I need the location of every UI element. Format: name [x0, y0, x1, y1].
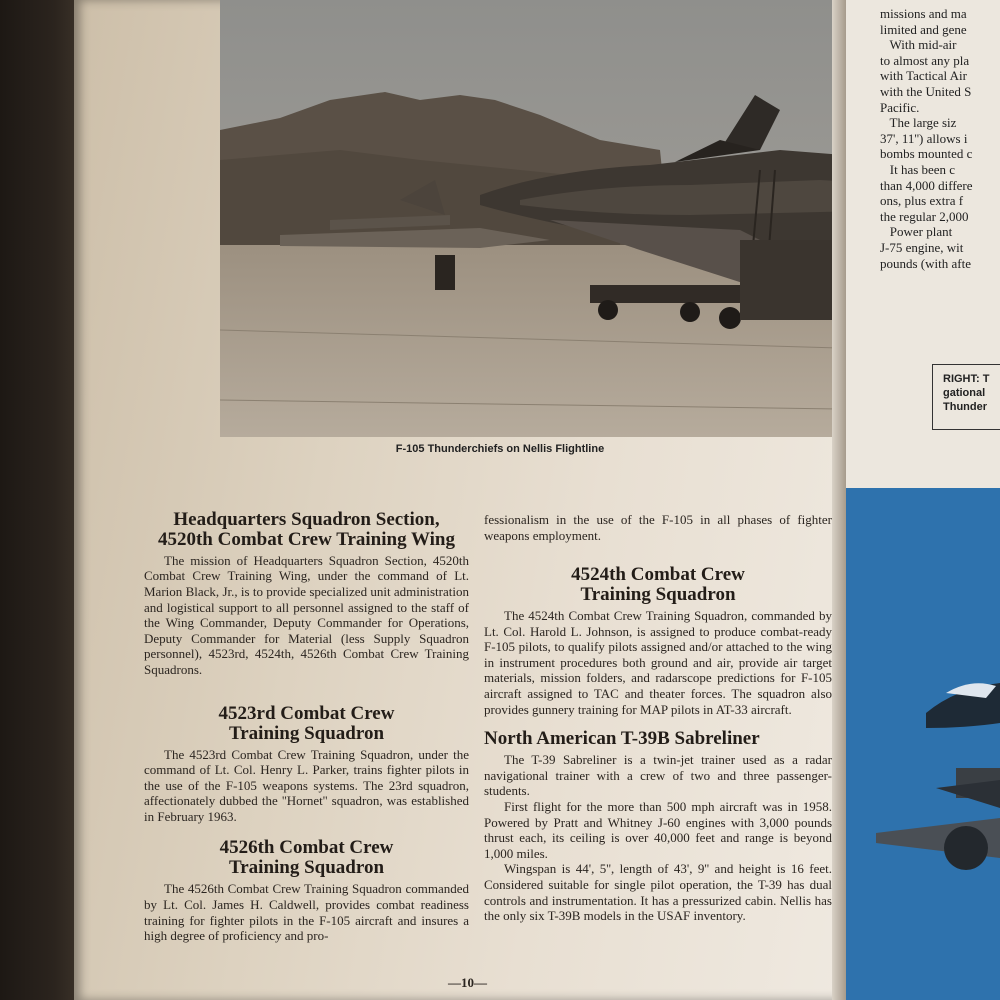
s4526-title-line2: Training Squadron	[228, 857, 385, 879]
right-page-line: the regular 2,000	[880, 208, 969, 224]
continued-text: fessionalism in the use of the F-105 in all phases of fighter weapons employment.	[484, 512, 832, 543]
right-page-line: with the United S	[880, 83, 972, 99]
right-page-line: Pacific.	[880, 99, 920, 115]
t39-para3: Wingspan is 44', 5'', length of 43', 9'' and height is 16 feet. Considered suitable for single pilot operation, the T-39 has dual controls and instrumentation. It has a pressurized cabin. Nellis has the only six T-39B models in the USAF inventory.	[484, 861, 832, 924]
right-page-line: limited and gene	[880, 21, 967, 37]
s4524-title-line2: Training Squadron	[580, 584, 736, 606]
hq-title-line1: Headquarters Squadron Section,	[173, 509, 440, 530]
page-number: —10—	[448, 975, 487, 990]
hq-body: The mission of Headquarters Squadron Section, 4520th Combat Crew Training Wing, under the command of Lt. Marion Black, Jr., is to provide specialized unit administration and logistical support to all personnel assigned to the staff of the Wing Commander, Deputy Commander for Operations, Deputy Commander for Material (less Supply Squadron personnel), 4523rd, 4524th, 4526th Combat Crew Training Squadrons.	[144, 552, 469, 678]
right-page-line: The large siz	[880, 115, 957, 131]
page-edge	[832, 0, 846, 1000]
left-page	[74, 0, 844, 1000]
t39-title: North American T-39B Sabreliner	[484, 728, 760, 750]
s4524-body: The 4524th Combat Crew Training Squadron, commanded by Lt. Col. Harold L. Johnson, is assigned to produce combat-ready F-105 pilots, to qualify pilots assigned and/or attached to the wing in instrument procedures both ground and air, provide air target materials, mission folders, and radarscope predictions for F-105 aircraft assigned to TAC and theater forces. The squadron also provides gunnery training for MAP pilots in AT-33 aircraft.	[484, 608, 832, 717]
right-caption-box	[932, 364, 1000, 430]
right-page-line: 37', 11'') allows i	[880, 130, 968, 146]
s4523-title-line1: 4523rd Combat Crew	[218, 702, 395, 724]
right-page-line: than 4,000 differe	[880, 177, 973, 193]
right-page-line: With mid-air	[880, 37, 957, 53]
right-page-line: with Tactical Air	[880, 68, 967, 84]
right-page-line: J-75 engine, wit	[880, 239, 964, 255]
t39-para2: First flight for the more than 500 mph aircraft was in 1958. Powered by Pratt and Whitney J-60 engines with 3,000 pounds thrust each, its ceiling is over 40,000 feet and range is beyond 1,000 miles.	[484, 798, 832, 861]
right-caption-line: RIGHT: T	[943, 373, 990, 385]
background-table	[0, 0, 78, 1000]
s4524-title-line1: 4524th Combat Crew	[571, 564, 745, 586]
right-page-line: ons, plus extra f	[880, 193, 964, 209]
left-column	[144, 510, 469, 944]
t39-para1: The T-39 Sabreliner is a twin-jet trainer used as a radar navigational trainer with a crew of two and three passenger-students.	[484, 752, 832, 799]
right-page	[846, 0, 1000, 1000]
blue-photo-area	[846, 488, 1000, 1000]
photo-caption: F-105 Thunderchiefs on Nellis Flightline	[395, 443, 605, 455]
aircraft-photo	[846, 488, 1000, 1000]
f105-flightline-image	[220, 0, 907, 437]
right-page-line: It has been c	[880, 161, 956, 177]
s4523-title-line2: Training Squadron	[228, 722, 385, 744]
right-page-line: Power plant	[880, 224, 953, 240]
hq-title-line2: 4520th Combat Crew Training Wing	[157, 528, 455, 550]
right-page-line: pounds (with afte	[880, 255, 971, 271]
right-page-line: bombs mounted c	[880, 146, 973, 162]
s4523-body: The 4523rd Combat Crew Training Squadron, under the command of Lt. Col. Henry L. Parker, trains fighter pilots in the use of the F-105 weapons systems. The 23rd squadron, affectionately dubbed the ''Hornet'' squadron, was established in February 1963.	[144, 746, 469, 824]
right-page-line: missions and ma	[880, 6, 967, 21]
right-caption-line: Thunder	[943, 400, 987, 413]
right-page-text	[880, 6, 973, 271]
right-caption-line: gational	[943, 386, 986, 399]
s4526-title-line1: 4526th Combat Crew	[219, 837, 394, 859]
right-column	[484, 512, 832, 924]
right-page-line: to almost any pla	[880, 52, 970, 68]
s4526-body: The 4526th Combat Crew Training Squadron commanded by Lt. Col. James H. Caldwell, provides combat readiness training for fighter pilots in the F-105 aircraft and insures a high degree of proficiency and pro-	[144, 881, 469, 944]
flightline-photo	[220, 0, 907, 437]
